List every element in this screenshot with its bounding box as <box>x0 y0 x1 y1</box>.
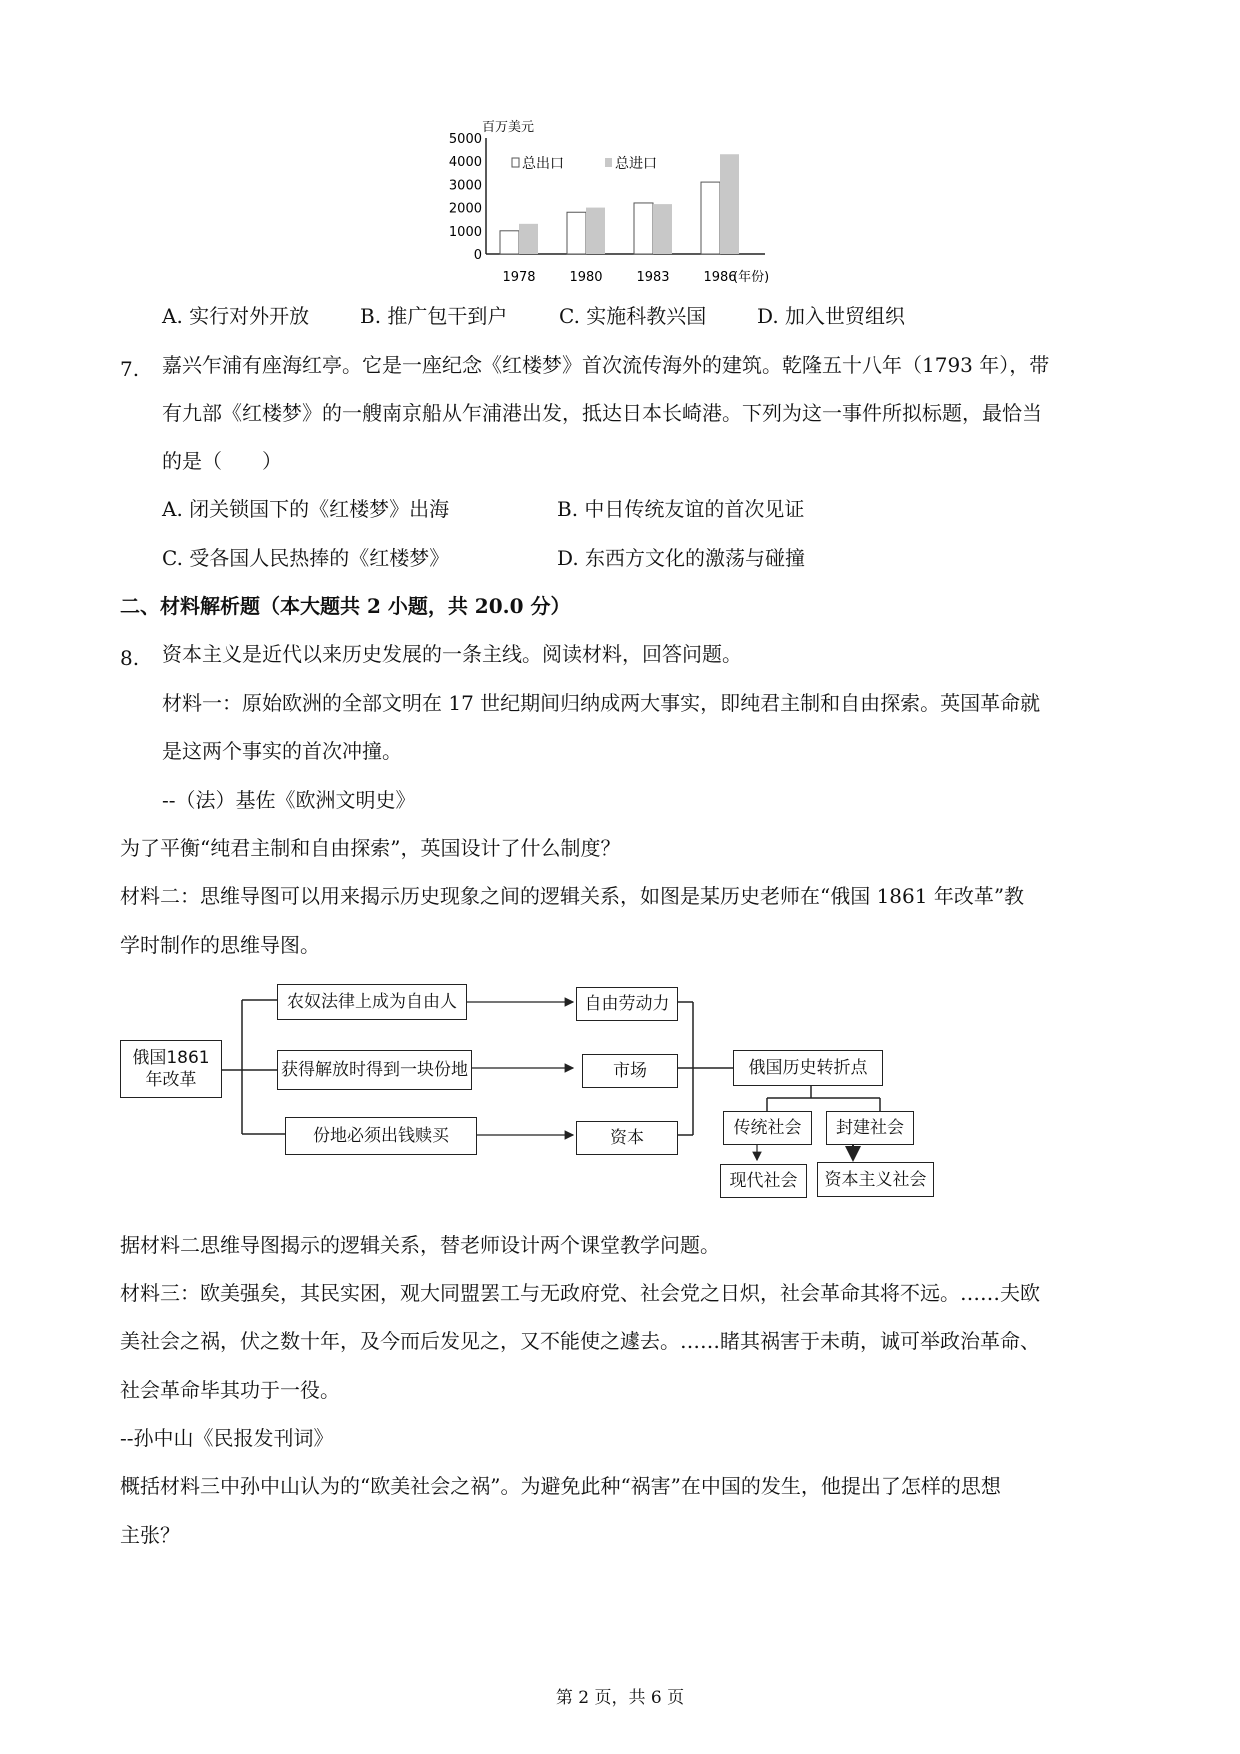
y-tick-label: 4000 <box>448 155 482 171</box>
q6-option-c[interactable]: C. 实施科教兴国 <box>559 304 707 328</box>
material3-line3: 社会革命毕其功于一役。 <box>120 1378 340 1402</box>
y-tick-label: 3000 <box>448 178 482 194</box>
material2-line2: 学时制作的思维导图。 <box>120 933 320 957</box>
mindmap-from-2: 封建社会 <box>826 1111 914 1145</box>
q8-intro: 资本主义是近代以来历史发展的一条主线。阅读材料，回答问题。 <box>162 642 742 666</box>
mindmap-cause-3: 份地必须出钱赎买 <box>285 1117 477 1155</box>
question1: 为了平衡“纯君主制和自由探索”，英国设计了什么制度？ <box>120 836 621 860</box>
q7-stem-line1: 嘉兴乍浦有座海红亭。它是一座纪念《红楼梦》首次流传海外的建筑。乾隆五十八年（1793 年），带 <box>162 353 1050 377</box>
bar-import-1986 <box>720 154 739 254</box>
mindmap-from-1: 传统社会 <box>723 1111 812 1145</box>
mindmap-root-line2: 年改革 <box>145 1070 197 1090</box>
x-tick-label: 1986 <box>703 270 737 285</box>
mindmap-cause-2: 获得解放时得到一块份地 <box>277 1050 472 1090</box>
legend-swatch-import <box>605 158 612 167</box>
material1-line1: 材料一：原始欧洲的全部文明在 17 世纪期间归纳成两大事实，即纯君主制和自由探索。英国革命就 <box>162 691 1041 715</box>
q7-option-b[interactable]: B. 中日传统友谊的首次见证 <box>557 497 805 521</box>
bar-export-1983 <box>634 203 653 254</box>
mindmap-cause-1: 农奴法律上成为自由人 <box>277 984 467 1020</box>
mindmap-result-3: 资本 <box>576 1121 678 1155</box>
question3-line1: 概括材料三中孙中山认为的“欧美社会之祸”。为避免此种“祸害”在中国的发生，他提出了怎样的思想 <box>120 1474 1001 1498</box>
legend-swatch-export <box>512 158 519 167</box>
material1-source: --（法）基佐《欧洲文明史》 <box>162 788 416 812</box>
y-tick-label: 0 <box>473 248 482 263</box>
bar-import-1978 <box>519 224 538 254</box>
legend-label-export: 总出口 <box>522 156 564 172</box>
bar-export-1980 <box>567 212 586 254</box>
q7-stem-line3: 的是（ ） <box>162 449 282 473</box>
q7-option-d[interactable]: D. 东西方文化的激荡与碰撞 <box>557 546 806 570</box>
section-heading: 二、材料解析题（本大题共 2 小题，共 20.0 分） <box>120 594 571 618</box>
trade-bar-chart <box>440 116 780 291</box>
y-tick-label: 5000 <box>448 132 482 147</box>
material1-line2: 是这两个事实的首次冲撞。 <box>162 739 402 763</box>
mindmap-to-1: 现代社会 <box>720 1164 807 1198</box>
q7-number: 7. <box>120 357 140 381</box>
q6-option-b[interactable]: B. 推广包干到户 <box>360 304 508 328</box>
q7-option-c[interactable]: C. 受各国人民热捧的《红楼梦》 <box>162 546 450 570</box>
question2: 据材料二思维导图揭示的逻辑关系，替老师设计两个课堂教学问题。 <box>120 1233 720 1257</box>
q6-option-a[interactable]: A. 实行对外开放 <box>162 304 310 328</box>
y-tick-label: 1000 <box>448 224 482 240</box>
page-footer: 第 2 页，共 6 页 <box>555 1688 685 1708</box>
bar-import-1980 <box>586 208 605 254</box>
x-tick-label: 1978 <box>502 270 536 285</box>
mindmap-root <box>120 1040 222 1098</box>
mind-map <box>120 982 950 1222</box>
bar-export-1978 <box>500 231 519 254</box>
x-tick-label: 1983 <box>636 270 670 285</box>
q7-stem-line2: 有九部《红楼梦》的一艘南京船从乍浦港出发，抵达日本长崎港。下列为这一事件所拟标题，最恰当 <box>162 401 1042 425</box>
question3-line2: 主张？ <box>120 1523 180 1547</box>
mindmap-result-2: 市场 <box>582 1054 678 1088</box>
material3-source: --孙中山《民报发刊词》 <box>120 1426 334 1450</box>
x-axis-label: (年份) <box>733 270 770 285</box>
mindmap-root-line1: 俄国1861 <box>132 1048 210 1068</box>
mindmap-result-1: 自由劳动力 <box>576 987 678 1021</box>
q8-number: 8. <box>120 646 140 670</box>
legend-label-import: 总进口 <box>615 156 657 172</box>
mindmap-turning-point: 俄国历史转折点 <box>733 1050 883 1086</box>
material3-line1: 材料三：欧美强矣，其民实困，观大同盟罢工与无政府党、社会党之日炽，社会革命其将不远。……夫欧 <box>120 1281 1040 1305</box>
y-axis-label: 百万美元 <box>482 120 535 135</box>
material2-line1: 材料二：思维导图可以用来揭示历史现象之间的逻辑关系，如图是某历史老师在“俄国 1861 年改革”教 <box>120 884 1025 908</box>
bar-export-1986 <box>701 182 720 254</box>
q6-option-d[interactable]: D. 加入世贸组织 <box>757 304 906 328</box>
material3-line2: 美社会之祸，伏之数十年，及今而后发见之，又不能使之遽去。……睹其祸害于未萌，诚可举政治革命、 <box>120 1329 1040 1353</box>
q7-option-a[interactable]: A. 闭关锁国下的《红楼梦》出海 <box>162 497 450 521</box>
mindmap-to-2: 资本主义社会 <box>817 1162 934 1197</box>
x-tick-label: 1980 <box>569 270 603 285</box>
y-tick-label: 2000 <box>448 201 482 217</box>
bar-import-1983 <box>653 204 672 254</box>
